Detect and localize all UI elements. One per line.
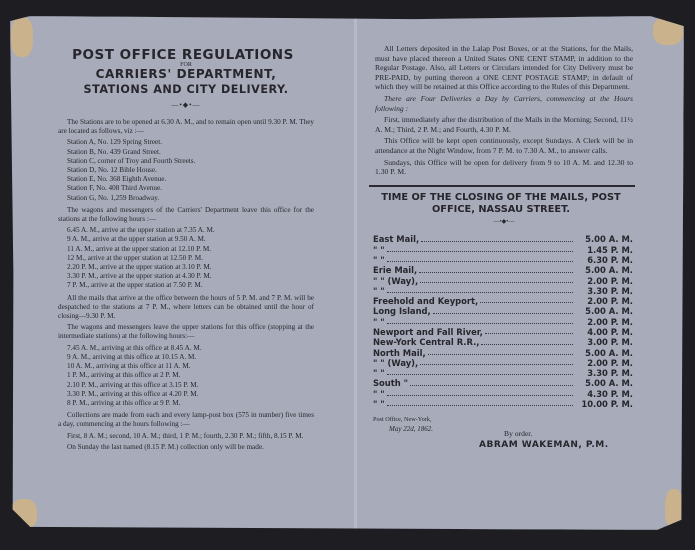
wagons-intro: The wagons and messengers of the Carriers' Department leave this office for the stations at the following hours :— [58,205,314,224]
signature-block [375,415,633,455]
list-item: Station F, No. 408 Third Avenue. [67,184,162,193]
issue-date: May 22d, 1862. [389,425,433,434]
mail-name: Long Island, [373,306,431,317]
table-row [373,306,633,316]
mail-name: " " [373,399,385,410]
mail-name: " " [373,368,385,379]
dot-leader [387,286,573,293]
list-item: 2.10 P. M., arriving at this office at 3.15 P. M. [67,380,199,389]
return-intro: The wagons and messengers leave the upper stations for this office (stopping at the intermediate stations) at the following hours:— [58,323,314,341]
list-item: 11 A. M., arrive at the upper station at 12.10 P. M. [67,244,212,253]
deliveries-heading: There are Four Deliveries a Day by Carriers, commencing at the Hours following : [375,93,633,113]
mail-closing-table [375,234,633,409]
mail-name: " " [373,285,385,296]
office-hours-paragraph: This Office will be kept open continuously, except Sundays. A Clerk will be in attendance at the Night Window, from 7 P. M. to 7.30 A. M., to answer calls. [375,136,633,155]
mails-column [375,44,633,455]
sunday-hours-paragraph: Sundays, this Office will be open for delivery from 9 to 10 A. M. and 12.30 to 1.30 P. M. [375,157,633,177]
mail-time: 3.00 P. M. [587,337,633,348]
by-order: By order. [504,429,533,439]
table-row [373,234,633,244]
mail-name: " " [373,388,385,399]
dot-leader [387,245,573,252]
dot-leader [481,337,573,344]
collection-times: First, 8 A. M.; second, 10 A. M.; third, 1 P. M.; fourth, 2.30 P. M.; fifth, 8.15 P. M. [67,431,304,440]
mail-closing-heading: TIME OF THE CLOSING OF THE MAILS, POST OFFICE, NASSAU STREET. [381,191,621,215]
fold-crease [354,17,357,529]
list-item: Station E, No. 368 Eighth Avenue. [67,175,167,184]
department-title: CARRIERS' DEPARTMENT, [95,67,277,82]
ornament-divider: —•◆•— [493,218,515,225]
mail-time: 10.00 P. M. [581,399,633,410]
list-item: 12 M., arrive at the upper station at 12.50 P. M. [67,253,203,262]
mail-name: South " [373,378,408,389]
collections-paragraph: Collections are made from each and every lamp-post box (575 in number) five times a day, commencing at the hours following :— [58,411,314,429]
table-row [373,255,633,265]
list-item: 9 A. M., arriving at this office at 10.15 A. M. [67,352,197,361]
mail-time: 5.00 A. M. [585,347,633,358]
dot-leader [428,348,573,355]
mail-name: " " (Way), [373,275,419,286]
mail-time: 6.30 P. M. [587,254,633,265]
list-item: Station A, No. 129 Spring Street. [67,138,163,147]
list-item: 7.45 A. M., arriving at this office at 8.45 A. M. [67,343,202,352]
mail-name: New-York Central R.R., [373,337,480,348]
list-item: Station C, corner of Troy and Fourth Streets. [67,156,196,165]
deliveries-paragraph: First, immediately after the distribution of the Mails in the Morning; Second, 11½ A. M.; Third, 2 P. M.; and Fourth, 4.30 P. M. [375,115,633,134]
mail-time: 2.00 P. M. [587,275,633,286]
list-item: 3.30 P. M., arrive at the upper station at 4.30 P. M. [67,272,212,281]
post-office-line: Post Office, New-York, [373,416,432,424]
station-list [67,138,314,202]
stations-intro: The Stations are to be opened at 6.30 A. M., and to remain open until 9.30 P. M. They are located as follows, viz :— [58,118,314,136]
depart-times-list [67,226,314,290]
table-row [373,348,633,358]
dot-leader [420,276,573,283]
mail-name: East Mail, [373,234,420,245]
dot-leader [387,255,573,262]
ornament-divider: —•◆•— [171,100,201,109]
mail-time: 2.00 P. M. [587,296,633,307]
mail-time: 4.30 P. M. [587,388,633,399]
table-row [373,265,633,275]
list-item: Station G, No. 1,259 Broadway. [67,193,160,202]
table-row [373,317,633,327]
mails-paragraph: All the mails that arrive at the office between the hours of 5 P. M. and 7 P. M. will be despatched to the stations at 7 P. M., where letters can be obtained until the hour of closing—9.30 P. M. [58,293,314,321]
mail-name: North Mail, [373,347,426,358]
regulations-column [58,47,314,454]
dot-leader [421,234,573,241]
table-row [373,245,633,255]
mail-time: 3.30 P. M. [587,368,633,379]
return-times-list [67,344,314,408]
list-item: 10 A. M., arriving at this office at 11 A. M. [67,362,191,371]
corner-stain [11,17,33,57]
dot-leader [387,399,573,406]
list-item: Station D, No. 12 Bible House. [67,166,157,175]
dot-leader [387,368,573,375]
mail-time: 5.00 A. M. [585,265,633,276]
dot-leader [419,265,573,272]
mail-time: 1.45 P. M. [587,244,633,255]
table-row [373,399,633,409]
corner-stain [665,489,683,529]
list-item: 6.45 A. M., arrive at the upper station at 7.35 A. M. [67,226,215,235]
stamp-paragraph: All Letters deposited in the Lalap Post Boxes, or at the Stations, for the Mails, must have placed thereon a United States ONE CENT STAMP, in addition to the Regular Postage. Also, all Letters or Circulars intended for City Delivery must be PRE-PAID, by putting thereon a ONE CENT POSTAGE STAMP; in default of which they will be retained at this Office according to the Rules of this Department. [375,44,633,92]
dot-leader [433,306,573,313]
table-row [373,378,633,388]
corner-stain [653,17,683,45]
list-item: Station B, No. 439 Grand Street. [67,147,161,156]
table-row [373,368,633,378]
mail-name: " " (Way), [373,357,419,368]
mail-time: 5.00 A. M. [585,234,633,245]
mail-name: Freehold and Keyport, [373,296,479,307]
list-item: 8 P. M., arriving at this office at 9 P. M. [67,398,181,407]
divider-rule [369,185,635,187]
mail-time: 2.00 P. M. [587,357,633,368]
postmaster-signature: ABRAM WAKEMAN, P.M. [479,440,609,451]
mail-name: " " [373,254,385,265]
table-row [373,337,633,347]
list-item: 9 A. M., arrive at the upper station at 9.50 A. M. [67,235,206,244]
mail-name: Erie Mail, [373,265,418,276]
dot-leader [410,378,573,385]
sunday-note: On Sunday the last named (8.15 P. M.) collection only will be made. [67,442,264,451]
dot-leader [387,317,573,324]
dot-leader [480,296,573,303]
title-for: FOR [180,62,192,69]
list-item: 1 P. M., arriving at this office at 2 P. M. [67,371,181,380]
list-item: 3.30 P. M., arriving at this office at 4.20 P. M. [67,389,199,398]
mail-time: 5.00 A. M. [585,378,633,389]
table-row [373,296,633,306]
mail-time: 5.00 A. M. [585,306,633,317]
table-row [373,358,633,368]
table-row [373,286,633,296]
poster-title: POST OFFICE REGULATIONS [72,47,294,63]
table-row [373,327,633,337]
mail-name: " " [373,316,385,327]
corner-stain [11,499,37,529]
list-item: 2.20 P. M., arrive at the upper station at 3.10 P. M. [67,263,212,272]
subtitle: STATIONS AND CITY DELIVERY. [83,82,289,96]
mail-time: 2.00 P. M. [587,316,633,327]
mail-time: 3.30 P. M. [587,285,633,296]
mail-name: Newport and Fall River, [373,326,483,337]
mail-name: " " [373,244,385,255]
dot-leader [420,358,573,365]
mail-time: 4.00 P. M. [587,326,633,337]
dot-leader [387,389,573,396]
table-row [373,389,633,399]
list-item: 7 P. M., arrive at the upper station at 7.50 P. M. [67,281,203,290]
table-row [373,276,633,286]
dot-leader [485,327,573,334]
